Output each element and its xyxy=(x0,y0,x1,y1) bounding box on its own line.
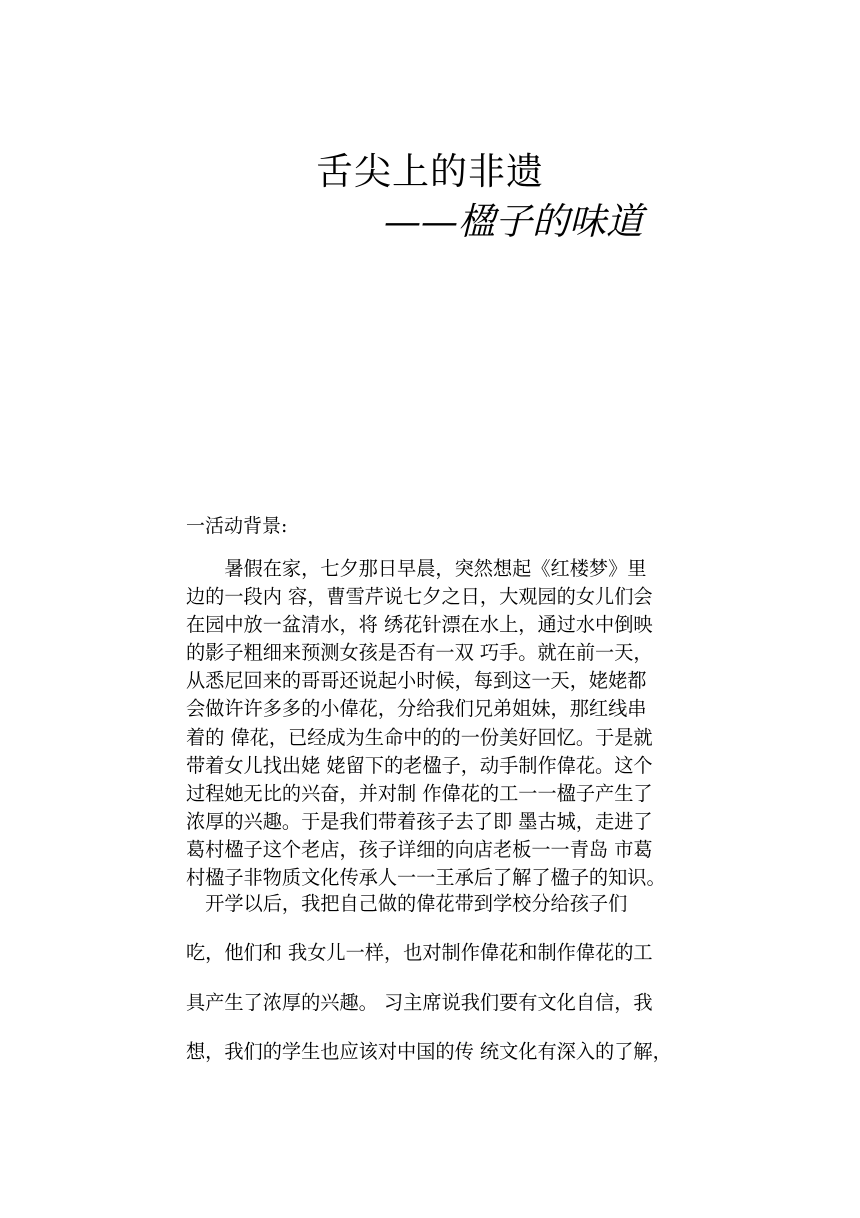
section-heading: 一活动背景: xyxy=(186,515,288,537)
paragraph-line: 边的一段内 容，曹雪芹说七夕之日，大观园的女儿们会 xyxy=(186,585,653,609)
paragraph-line: 浓厚的兴趣。于是我们带着孩子去了即 墨古城，走进了 xyxy=(186,809,653,833)
paragraph-line: 吃，他们和 我女儿一样，也对制作偉花和制作偉花的工 xyxy=(186,941,653,965)
paragraph-line: 在园中放一盆清水，将 绣花针漂在水上，通过水中倒映 xyxy=(186,613,653,637)
paragraph-line: 的影子粗细来预测女孩是否有一双 巧手。就在前一天， xyxy=(186,641,653,665)
paragraph-line: 村楹子非物质文化传承人一一王承后了解了楹子的知识。 xyxy=(186,866,666,890)
paragraph-background xyxy=(186,555,696,892)
paragraph-line: 开学以后，我把自己做的偉花带到学校分给孩子们 xyxy=(186,892,628,915)
paragraph-line: 带着女儿找出姥 姥留下的老楹子，动手制作偉花。这个 xyxy=(186,753,653,777)
document-subtitle: ——楹子的味道 xyxy=(384,200,643,243)
paragraph-line: 具产生了浓厚的兴趣。 习主席说我们要有文化自信，我 xyxy=(186,990,653,1014)
document-title: 舌尖上的非遗 xyxy=(316,150,544,193)
paragraph-line: 着的 偉花，已经成为生命中的的一份美好回忆。于是就 xyxy=(186,725,653,749)
paragraph-line: 会做许许多多的小偉花，分给我们兄弟姐妹，那红线串 xyxy=(186,697,647,721)
paragraph-school xyxy=(186,890,696,1087)
paragraph-line: 暑假在家，七夕那日早晨，突然想起《红楼梦》里 xyxy=(186,557,647,580)
paragraph-line: 从悉尼回来的哥哥还说起小时候，每到这一天，姥姥都 xyxy=(186,669,647,693)
paragraph-line: 过程她无比的兴奋，并对制 作偉花的工一一楹子产生了 xyxy=(186,781,653,805)
paragraph-line: 葛村楹子这个老店，孩子详细的向店老板一一青岛 市葛 xyxy=(186,837,653,861)
paragraph-line: 想，我们的学生也应该对中国的传 统文化有深入的了解， xyxy=(186,1039,672,1063)
